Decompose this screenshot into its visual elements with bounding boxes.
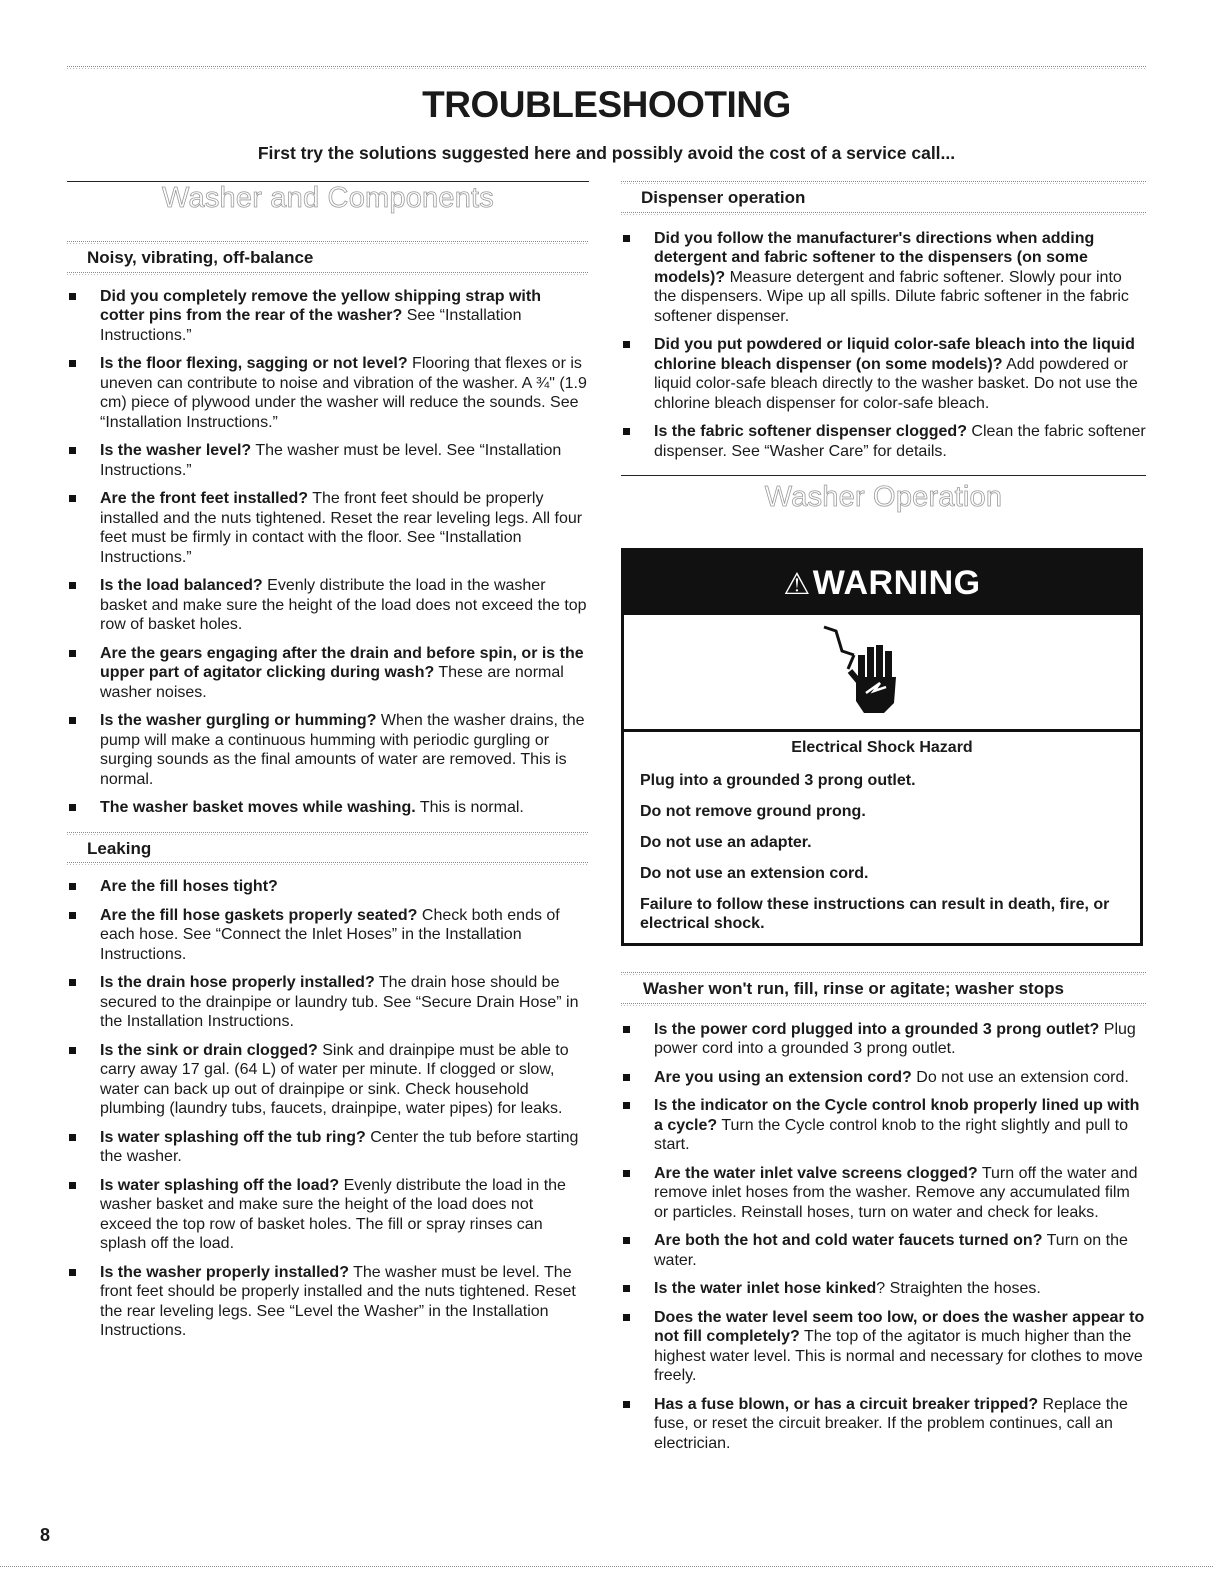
leaking-list bbox=[67, 877, 589, 1341]
warning-hazard: Electrical Shock Hazard bbox=[791, 739, 973, 756]
warning-line: Failure to follow these instructions can result in death, fire, or electrical shock. bbox=[640, 896, 1110, 932]
item-answer: ? Straighten the hoses. bbox=[876, 1280, 1041, 1297]
item-answer: Evenly distribute the load in the washer basket and make sure the height of the load does not exceed the top row of basket holes. bbox=[100, 577, 587, 633]
item-question: Are the fill hose gaskets properly seated? bbox=[100, 906, 418, 924]
list-item bbox=[621, 1308, 1146, 1386]
item-question: Are both the hot and cold water faucets turned on? bbox=[654, 1232, 1043, 1249]
list-item bbox=[67, 877, 589, 897]
item-answer: The washer must be level. The front feet should be properly installed and the nuts tightened. Reset the rear leveling legs. See “Level the Washer” in the Installation Instructions. bbox=[100, 1263, 576, 1339]
warning-label: WARNING bbox=[812, 564, 981, 602]
item-question: Is the washer properly installed? bbox=[100, 1263, 349, 1281]
item-answer: The top of the agitator is much higher than the highest water level. This is normal and necessary for clothes to move freely. bbox=[654, 1328, 1143, 1384]
list-item bbox=[67, 1128, 589, 1167]
section-heading-washer-components bbox=[67, 182, 589, 229]
subsection-heading: Leaking bbox=[87, 838, 152, 858]
list-item bbox=[621, 1020, 1146, 1059]
item-question: Is the fabric softener dispenser clogged? bbox=[654, 423, 967, 440]
subsection-noisy bbox=[67, 241, 589, 275]
item-answer: Flooring that flexes or is uneven can contribute to noise and vibration of the washer. A ¾" (1.9 cm) piece of plywood under the washer will reduce the sounds. See “Installation Instructions.” bbox=[100, 355, 587, 431]
list-item bbox=[67, 441, 589, 480]
list-item bbox=[67, 644, 589, 703]
item-question: Are the gears engaging after the drain and before spin, or is the upper part of agitator clicking during wash? bbox=[100, 644, 584, 681]
item-question: Did you completely remove the yellow shipping strap with cotter pins from the rear of the washer? bbox=[100, 287, 541, 324]
item-question: Is the power cord plugged into a grounded 3 prong outlet? bbox=[654, 1020, 1100, 1038]
section-title: Washer and Components bbox=[162, 182, 494, 214]
warning-icon-area bbox=[624, 615, 1140, 732]
top-dotted-rule bbox=[67, 66, 1147, 69]
item-question: Is water splashing off the tub ring? bbox=[100, 1128, 366, 1146]
list-item bbox=[621, 1231, 1146, 1270]
list-item bbox=[621, 1164, 1146, 1223]
item-answer: Plug power cord into a grounded 3 prong outlet. bbox=[654, 1020, 1136, 1057]
item-question: Is the indicator on the Cycle control knob properly lined up with a cycle? bbox=[654, 1097, 1140, 1134]
page-number: 8 bbox=[40, 1525, 51, 1545]
subsection-wont-run bbox=[621, 972, 1146, 1006]
item-question: Is the washer level? bbox=[100, 442, 252, 459]
warning-line: Do not use an adapter. bbox=[640, 834, 812, 851]
dotted-rule bbox=[621, 1003, 1146, 1006]
item-answer: Sink and drainpipe must be able to carry away 17 gal. (64 L) of water per minute. If clogged or slow, water can back up out of drainpipe or sink. Check household plumbing (laundry tubs, faucets, drainpipe, water pipes) for leaks. bbox=[100, 1041, 569, 1117]
list-item bbox=[67, 576, 589, 635]
list-item bbox=[621, 422, 1146, 461]
item-question: Is the load balanced? bbox=[100, 577, 263, 594]
item-question: Does the water level seem too low, or does the washer appear to not fill completely? bbox=[654, 1308, 1145, 1345]
item-answer: The drain hose should be secured to the drainpipe or laundry tub. See “Secure Drain Hose” in the Installation Instructions. bbox=[100, 974, 579, 1030]
item-question: Is the water inlet hose kinked bbox=[654, 1280, 877, 1297]
item-question: Are the front feet installed? bbox=[100, 490, 309, 507]
item-answer: See “Installation Instructions.” bbox=[100, 307, 522, 344]
right-column bbox=[621, 181, 1146, 1462]
list-item bbox=[67, 287, 589, 346]
list-item bbox=[67, 906, 589, 965]
list-item bbox=[67, 1041, 589, 1119]
list-item bbox=[67, 489, 589, 567]
warning-banner bbox=[624, 551, 1140, 615]
dotted-rule bbox=[67, 272, 589, 275]
item-answer: Turn on the water. bbox=[654, 1232, 1128, 1269]
item-answer: These are normal washer noises. bbox=[100, 664, 564, 701]
list-item bbox=[67, 711, 589, 789]
warning-body bbox=[624, 732, 1140, 943]
item-question: Are the water inlet valve screens clogged? bbox=[654, 1164, 978, 1182]
item-answer: Replace the fuse, or reset the circuit breaker. If the problem continues, call an electrician. bbox=[654, 1395, 1128, 1452]
item-answer: Add powdered or liquid color-safe bleach directly to the washer basket. Do not use the chlorine bleach dispenser for color-safe bleach. bbox=[654, 355, 1138, 412]
item-question: Is water splashing off the load? bbox=[100, 1176, 340, 1194]
subsection-leaking bbox=[67, 832, 589, 866]
list-item bbox=[621, 1096, 1146, 1155]
list-item bbox=[621, 229, 1146, 327]
page-title: TROUBLESHOOTING bbox=[422, 84, 791, 125]
item-question: Is the sink or drain clogged? bbox=[100, 1041, 318, 1059]
item-answer: This is normal. bbox=[415, 799, 524, 816]
warning-line: Plug into a grounded 3 prong outlet. bbox=[640, 772, 916, 789]
warning-line: Do not remove ground prong. bbox=[640, 803, 866, 820]
warning-triangle-icon: ⚠ bbox=[783, 568, 811, 601]
section-rule bbox=[621, 475, 1146, 476]
list-item bbox=[621, 1279, 1146, 1299]
item-answer: Evenly distribute the load in the washer basket and make sure the height of the load does not exceed the top row of basket holes. The fill or spray rinses can splash off the load. bbox=[100, 1176, 566, 1252]
list-item bbox=[67, 354, 589, 432]
item-question: Are you using an extension cord? bbox=[654, 1068, 912, 1086]
item-answer: Measure detergent and fabric softener. Slowly pour into the dispensers. Wipe up all spills. Dilute fabric softener in the fabric softener dispenser. bbox=[654, 268, 1129, 325]
item-question: Did you put powdered or liquid color-safe bleach into the liquid chlorine bleach dispenser (on some models)? bbox=[654, 336, 1135, 373]
electrical-shock-hand-icon bbox=[814, 621, 924, 721]
item-answer: Check both ends of each hose. See “Connect the Inlet Hoses” in the Installation Instructions. bbox=[100, 906, 560, 963]
wont-run-list bbox=[621, 1020, 1146, 1454]
subsection-heading: Noisy, vibrating, off-balance bbox=[87, 248, 314, 267]
bottom-dotted-rule bbox=[0, 1566, 1213, 1568]
item-question: Is the floor flexing, sagging or not level? bbox=[100, 355, 408, 372]
item-answer: Clean the fabric softener dispenser. See “Washer Care” for details. bbox=[654, 423, 1146, 460]
list-item bbox=[621, 1068, 1146, 1088]
item-question: Are the fill hoses tight? bbox=[100, 878, 278, 895]
item-answer: The washer must be level. See “Installation Instructions.” bbox=[100, 442, 562, 479]
item-answer: Turn the Cycle control knob to the right slightly and pull to start. bbox=[654, 1116, 1129, 1153]
list-item bbox=[621, 335, 1146, 413]
warning-box bbox=[621, 548, 1143, 946]
list-item bbox=[621, 1395, 1146, 1454]
item-question: Is the washer gurgling or humming? bbox=[100, 712, 377, 729]
list-item bbox=[67, 1263, 589, 1341]
left-column bbox=[67, 181, 589, 1350]
item-question: Is the drain hose properly installed? bbox=[100, 974, 375, 991]
section-title: Washer Operation bbox=[764, 481, 1003, 513]
page-subtitle: First try the solutions suggested here and possibly avoid the cost of a service call... bbox=[257, 143, 956, 163]
dotted-rule bbox=[621, 212, 1146, 215]
section-heading-washer-operation bbox=[621, 481, 1146, 528]
subsection-heading: Dispenser operation bbox=[641, 188, 806, 207]
subsection-dispenser bbox=[621, 181, 1146, 215]
item-answer: The front feet should be properly installed and the nuts tightened. Reset the rear leveling legs. All four feet must be firmly in contact with the floor. See “Installation Instructions.” bbox=[100, 490, 583, 566]
warning-line: Do not use an extension cord. bbox=[640, 865, 869, 882]
item-question: Did you follow the manufacturer's directions when adding detergent and fabric softener to the dispensers (on some models)? bbox=[654, 229, 1095, 286]
subsection-heading: Washer won't run, fill, rinse or agitate; washer stops bbox=[643, 979, 1064, 998]
item-question: The washer basket moves while washing. bbox=[100, 799, 416, 816]
item-answer: Do not use an extension cord. bbox=[911, 1068, 1129, 1086]
noisy-list bbox=[67, 287, 589, 818]
list-item bbox=[67, 973, 589, 1032]
item-answer: When the washer drains, the pump will make a continuous humming with periodic gurgling or surging sounds as the final amounts of water are removed. This is normal. bbox=[100, 712, 585, 788]
item-answer: Center the tub before starting the washer. bbox=[100, 1128, 579, 1165]
list-item bbox=[67, 798, 589, 818]
dotted-rule bbox=[67, 862, 589, 865]
list-item bbox=[67, 1176, 589, 1254]
item-answer: Turn off the water and remove inlet hoses from the washer. Remove any accumulated film or particles. Reinstall hoses, turn on water and check for leaks. bbox=[654, 1164, 1138, 1221]
item-question: Has a fuse blown, or has a circuit breaker tripped? bbox=[654, 1395, 1039, 1413]
dispenser-list bbox=[621, 229, 1146, 462]
